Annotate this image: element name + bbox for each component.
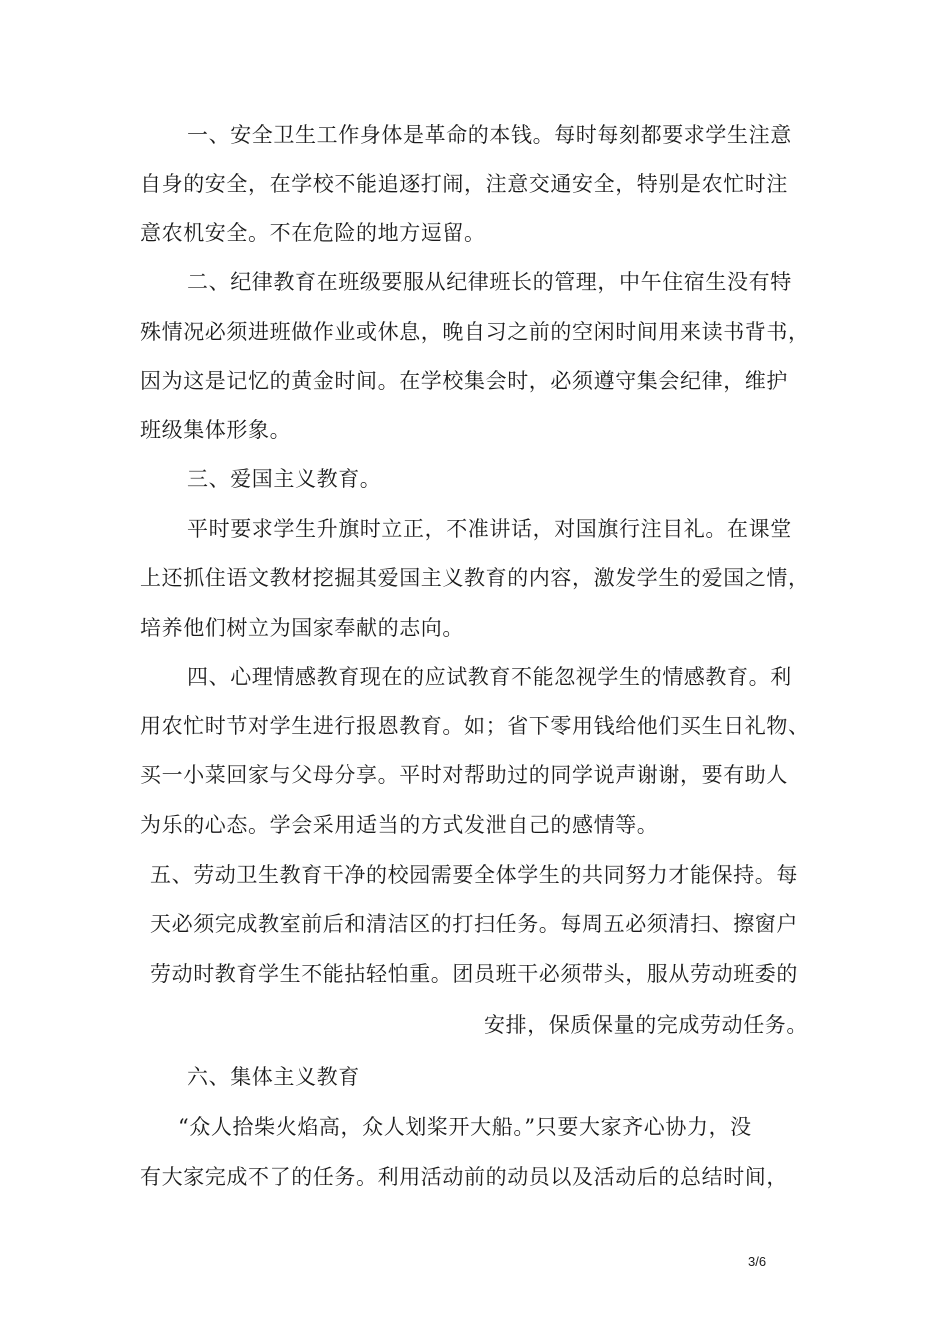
text-line-10: 上还抓住语文教材挖掘其爱国主义教育的内容，激发学生的爱国之情， <box>140 566 810 590</box>
text-line-22: 有大家完成不了的任务。利用活动前的动员以及活动后的总结时间， <box>140 1165 788 1189</box>
text-line-11: 培养他们树立为国家奉献的志向。 <box>140 616 464 640</box>
text-line-2: 自身的安全，在学校不能追逐打闹，注意交通安全，特别是农忙时注 <box>140 172 788 196</box>
text-line-20: 六、集体主义教育 <box>187 1065 360 1089</box>
page-number: 3/6 <box>748 1254 767 1269</box>
text-line-12: 四、心理情感教育现在的应试教育不能忽视学生的情感教育。利 <box>187 665 792 689</box>
text-line-8: 三、爱国主义教育。 <box>187 467 382 491</box>
text-line-13: 用农忙时节对学生进行报恩教育。如；省下零用钱给他们买生日礼物、 <box>140 714 810 738</box>
text-line-6: 因为这是记忆的黄金时间。在学校集会时，必须遵守集会纪律，维护 <box>140 369 788 393</box>
text-line-19: 安排，保质保量的完成劳动任务。 <box>484 1013 808 1037</box>
text-line-3: 意农机安全。不在危险的地方逗留。 <box>140 221 486 245</box>
text-line-15: 为乐的心态。学会采用适当的方式发泄自己的感情等。 <box>140 813 659 837</box>
text-line-5: 殊情况必须进班做作业或休息，晚自习之前的空闲时间用来读书背书， <box>140 320 810 344</box>
text-line-7: 班级集体形象。 <box>140 418 292 442</box>
text-line-9: 平时要求学生升旗时立正，不准讲话，对国旗行注目礼。在课堂 <box>187 517 792 541</box>
text-line-18: 劳动时教育学生不能拈轻怕重。团员班干必须带头，服从劳动班委的 <box>150 962 798 986</box>
text-line-4: 二、纪律教育在班级要服从纪律班长的管理，中午住宿生没有特 <box>187 270 792 294</box>
text-line-17: 天必须完成教室前后和清洁区的打扫任务。每周五必须清扫、擦窗户 <box>150 912 798 936</box>
text-line-21: “众人拾柴火焰高，众人划桨开大船。”只要大家齐心协力，没 <box>178 1115 752 1139</box>
text-line-16: 五、劳动卫生教育干净的校园需要全体学生的共同努力才能保持。每 <box>150 863 798 887</box>
text-line-14: 买一小菜回家与父母分享。平时对帮助过的同学说声谢谢，要有助人 <box>140 763 788 787</box>
text-line-1: 一、安全卫生工作身体是革命的本钱。每时每刻都要求学生注意 <box>187 123 792 147</box>
